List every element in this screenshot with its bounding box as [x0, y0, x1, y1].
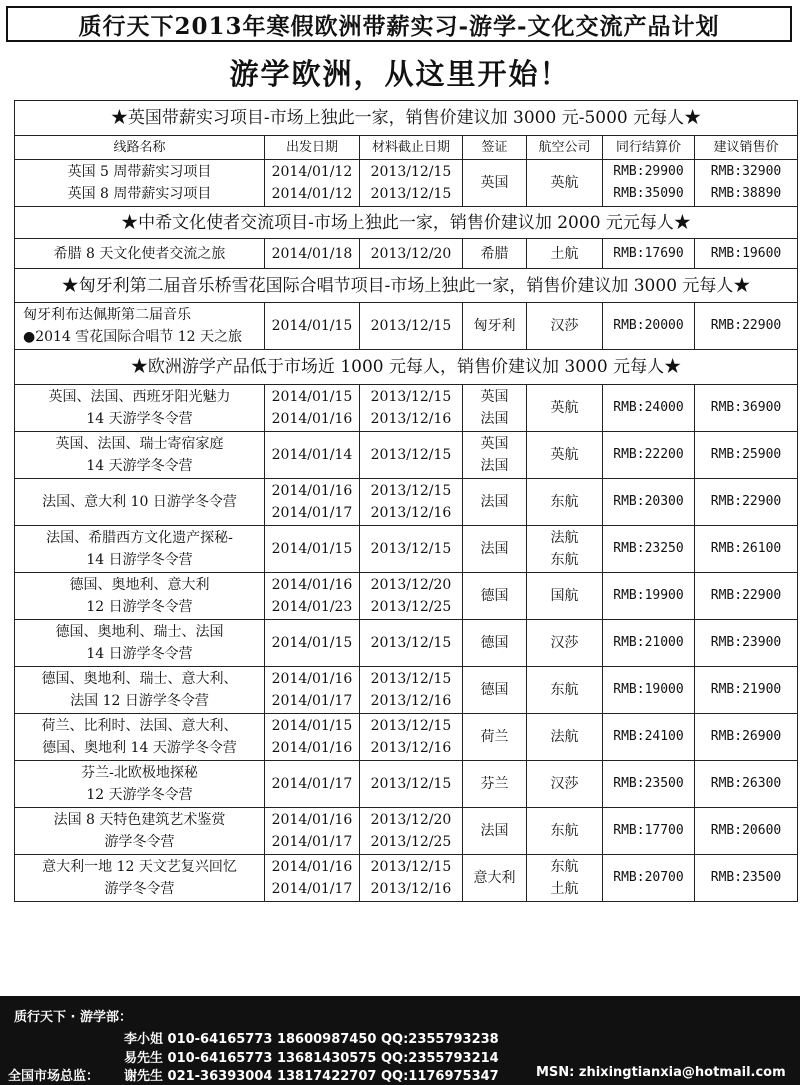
- section-title: ★中希文化使者交流项目-市场上独此一家，销售价建议加 2000 元元每人★: [15, 207, 798, 239]
- net-price-cell: [603, 573, 695, 620]
- route-name-text: 法国、意大利 10 日游学冬令营: [42, 494, 237, 510]
- visa-text: 法国: [480, 494, 509, 510]
- retail-price-text: RMB:19600: [710, 245, 782, 261]
- retail-price-text: RMB:23500: [710, 870, 782, 885]
- table-row: [15, 761, 798, 808]
- net-price-text: RMB:35090: [613, 186, 684, 201]
- route-name-text: 英国 5 周带薪实习项目: [67, 164, 212, 180]
- visa-text: 芬兰: [480, 776, 509, 792]
- route-name-cell: [15, 160, 265, 207]
- route-name-text: 英国、法国、西班牙阳光魅力: [48, 389, 231, 405]
- route-name-cell: [15, 303, 265, 350]
- route-name-text: 14 日游学冬令营: [86, 552, 193, 568]
- product-table: [14, 100, 798, 902]
- section-title: ★欧洲游学产品低于市场近 1000 元每人，销售价建议加 3000 元每人★: [15, 350, 798, 385]
- airline-text: 土航: [550, 245, 579, 262]
- table-row: [15, 385, 798, 432]
- deadline-date-text: 2013/12/16: [370, 505, 452, 521]
- retail-price-text: RMB:26100: [710, 541, 782, 556]
- route-name-text: 芬兰-北欧极地探秘: [81, 765, 198, 781]
- deadline-date-text: 2013/12/15: [370, 635, 452, 651]
- retail-price-cell: [695, 303, 798, 350]
- depart-date-text: 2014/01/15: [271, 541, 353, 557]
- net-price-cell: [603, 855, 695, 902]
- route-name-cell: [15, 667, 265, 714]
- depart-date-text: 2014/01/16: [271, 411, 353, 427]
- airline-text: 东航: [550, 823, 579, 839]
- route-name-cell: [15, 761, 265, 808]
- retail-price-cell: [695, 808, 798, 855]
- route-name-text: 12 天游学冬令营: [86, 787, 193, 803]
- airline-text: 东航: [550, 552, 579, 568]
- visa-cell: [463, 479, 527, 526]
- net-price-cell: [603, 160, 695, 207]
- retail-price-text: RMB:21900: [710, 682, 782, 697]
- net-price-cell: [603, 526, 695, 573]
- depart-date-text: 2014/01/15: [271, 635, 353, 651]
- depart-date-cell: [265, 573, 360, 620]
- deadline-date-text: 2013/12/20: [370, 577, 452, 593]
- deadline-date-text: 2013/12/15: [370, 164, 452, 180]
- net-price-text: RMB:23250: [613, 541, 684, 556]
- net-price-text: RMB:17700: [613, 823, 684, 838]
- visa-cell: [463, 303, 527, 350]
- airline-cell: [527, 160, 603, 207]
- depart-date-text: 2014/01/12: [271, 164, 353, 180]
- deadline-date-cell: [360, 526, 463, 573]
- airline-cell: [527, 761, 603, 808]
- deadline-date-text: 2013/12/15: [370, 389, 452, 405]
- contact-footer: [0, 996, 800, 1085]
- depart-date-text: 2014/01/17: [271, 693, 353, 709]
- column-header-retail-price: 建议销售价: [695, 136, 798, 160]
- net-price-text: RMB:24100: [613, 729, 684, 744]
- route-name-cell: [15, 573, 265, 620]
- depart-date-cell: [265, 526, 360, 573]
- column-header-visa: 签证: [463, 136, 527, 160]
- route-name-cell: [15, 432, 265, 479]
- depart-date-text: 2014/01/18: [271, 245, 353, 262]
- deadline-date-cell: [360, 667, 463, 714]
- deadline-date-text: 2013/12/25: [370, 599, 452, 615]
- visa-text: 希腊: [480, 245, 509, 262]
- table-row: [15, 479, 798, 526]
- deadline-date-cell: [360, 620, 463, 667]
- net-price-cell: [603, 479, 695, 526]
- table-row: [15, 714, 798, 761]
- net-price-cell: [603, 761, 695, 808]
- retail-price-cell: [695, 526, 798, 573]
- visa-cell: [463, 714, 527, 761]
- depart-date-text: 2014/01/16: [271, 859, 353, 875]
- retail-price-text: RMB:20600: [710, 823, 782, 838]
- section-heading-row: [15, 350, 798, 385]
- deadline-date-text: 2013/12/20: [370, 245, 452, 262]
- depart-date-cell: [265, 714, 360, 761]
- route-name-text: 法国 12 日游学冬令营: [70, 693, 209, 709]
- route-name-text: 法国 8 天特色建筑艺术鉴赏: [53, 812, 226, 828]
- deadline-date-text: 2013/12/15: [370, 447, 452, 463]
- retail-price-cell: [695, 667, 798, 714]
- route-name-cell: [15, 526, 265, 573]
- route-name-text: 游学冬令营: [104, 834, 175, 850]
- route-name-text: 德国、奥地利、瑞士、意大利、: [41, 671, 238, 687]
- depart-date-cell: [265, 808, 360, 855]
- net-price-cell: [603, 303, 695, 350]
- visa-cell: [463, 239, 527, 269]
- net-price-text: RMB:22200: [613, 447, 684, 462]
- depart-date-cell: [265, 239, 360, 269]
- route-name-cell: [15, 855, 265, 902]
- table-row: [15, 573, 798, 620]
- retail-price-cell: [695, 479, 798, 526]
- depart-date-cell: [265, 855, 360, 902]
- net-price-text: RMB:20700: [613, 870, 684, 885]
- depart-date-cell: [265, 432, 360, 479]
- airline-cell: [527, 855, 603, 902]
- route-name-text: 14 日游学冬令营: [86, 646, 193, 662]
- net-price-cell: [603, 714, 695, 761]
- retail-price-text: RMB:26300: [710, 776, 782, 791]
- airline-cell: [527, 385, 603, 432]
- table-row: [15, 667, 798, 714]
- visa-cell: [463, 808, 527, 855]
- net-price-text: RMB:23500: [613, 776, 684, 791]
- deadline-date-cell: [360, 239, 463, 269]
- footer-dept: 质行天下 · 游学部：: [14, 1010, 132, 1025]
- visa-text: 英国: [480, 175, 509, 191]
- route-name-text: 英国、法国、瑞士寄宿家庭: [55, 436, 224, 452]
- route-name-text: 12 日游学冬令营: [86, 599, 193, 615]
- visa-cell: [463, 385, 527, 432]
- depart-date-text: 2014/01/14: [271, 447, 353, 463]
- route-name-text: 游学冬令营: [104, 881, 175, 897]
- route-name-text: 14 天游学冬令营: [86, 458, 193, 474]
- retail-price-cell: [695, 855, 798, 902]
- retail-price-cell: [695, 620, 798, 667]
- visa-text: 德国: [480, 635, 509, 651]
- depart-date-text: 2014/01/16: [271, 671, 353, 687]
- net-price-cell: [603, 239, 695, 269]
- airline-cell: [527, 573, 603, 620]
- visa-text: 法国: [480, 458, 509, 474]
- airline-cell: [527, 808, 603, 855]
- route-name-cell: [15, 239, 265, 269]
- airline-text: 法航: [550, 729, 579, 745]
- deadline-date-text: 2013/12/15: [370, 186, 452, 202]
- visa-text: 意大利: [473, 870, 516, 886]
- deadline-date-cell: [360, 160, 463, 207]
- route-name-text: ●2014 雪花国际合唱节 12 天之旅: [23, 329, 243, 345]
- airline-text: 汉莎: [550, 776, 579, 792]
- footer-msn: MSN: zhixingtianxia@hotmail.com: [536, 1065, 786, 1080]
- route-name-text: 英国 8 周带薪实习项目: [67, 186, 212, 202]
- deadline-date-text: 2013/12/15: [370, 776, 452, 792]
- deadline-date-text: 2013/12/16: [370, 411, 452, 427]
- visa-cell: [463, 620, 527, 667]
- deadline-date-text: 2013/12/16: [370, 881, 452, 897]
- deadline-date-text: 2013/12/15: [370, 859, 452, 875]
- visa-text: 法国: [480, 541, 509, 557]
- deadline-date-cell: [360, 479, 463, 526]
- section-heading-row: [15, 207, 798, 239]
- depart-date-text: 2014/01/17: [271, 834, 353, 850]
- deadline-date-cell: [360, 432, 463, 479]
- deadline-date-text: 2013/12/16: [370, 740, 452, 756]
- depart-date-cell: [265, 667, 360, 714]
- route-name-text: 法国、希腊西方文化遗产探秘-: [46, 530, 233, 546]
- visa-cell: [463, 573, 527, 620]
- section-title: ★英国带薪实习项目-市场上独此一家，销售价建议加 3000 元-5000 元每人★: [15, 101, 798, 136]
- depart-date-cell: [265, 303, 360, 350]
- visa-text: 德国: [480, 682, 509, 698]
- net-price-text: RMB:19000: [613, 682, 684, 697]
- depart-date-cell: [265, 385, 360, 432]
- visa-cell: [463, 160, 527, 207]
- net-price-cell: [603, 432, 695, 479]
- airline-text: 汉莎: [550, 635, 579, 651]
- depart-date-cell: [265, 479, 360, 526]
- deadline-date-cell: [360, 385, 463, 432]
- depart-date-text: 2014/01/12: [271, 186, 353, 202]
- depart-date-cell: [265, 160, 360, 207]
- deadline-date-text: 2013/12/20: [370, 812, 452, 828]
- visa-text: 英国: [480, 436, 509, 452]
- airline-cell: [527, 526, 603, 573]
- route-name-cell: [15, 714, 265, 761]
- retail-price-text: RMB:25900: [710, 447, 782, 462]
- visa-cell: [463, 855, 527, 902]
- retail-price-text: RMB:22900: [710, 494, 782, 509]
- airline-cell: [527, 432, 603, 479]
- retail-price-text: RMB:36900: [710, 400, 782, 415]
- visa-text: 荷兰: [480, 729, 509, 745]
- retail-price-cell: [695, 385, 798, 432]
- table-row: [15, 808, 798, 855]
- airline-text: 英航: [550, 175, 579, 191]
- net-price-text: RMB:20300: [613, 494, 684, 509]
- net-price-cell: [603, 808, 695, 855]
- retail-price-text: RMB:23900: [710, 635, 782, 650]
- deadline-date-text: 2013/12/25: [370, 834, 452, 850]
- visa-cell: [463, 667, 527, 714]
- visa-cell: [463, 761, 527, 808]
- table-row: [15, 303, 798, 350]
- deadline-date-text: 2013/12/15: [370, 671, 452, 687]
- slogan: 游学欧洲，从这里开始！: [229, 57, 571, 91]
- depart-date-text: 2014/01/17: [271, 505, 353, 521]
- net-price-text: RMB:17690: [613, 245, 684, 261]
- airline-text: 汉莎: [550, 318, 579, 334]
- depart-date-text: 2014/01/15: [271, 718, 353, 734]
- route-name-text: 荷兰、比利时、法国、意大利、: [41, 718, 238, 734]
- deadline-date-text: 2013/12/15: [370, 541, 452, 557]
- visa-cell: [463, 526, 527, 573]
- airline-text: 东航: [550, 494, 579, 510]
- net-price-text: RMB:19900: [613, 588, 684, 603]
- column-header-deadline-date: 材料截止日期: [360, 136, 463, 160]
- route-name-text: 德国、奥地利、瑞士、法国: [55, 624, 224, 640]
- deadline-date-cell: [360, 855, 463, 902]
- net-price-text: RMB:20000: [613, 318, 684, 333]
- deadline-date-cell: [360, 573, 463, 620]
- retail-price-text: RMB:32900: [710, 164, 782, 179]
- footer-contact-li: 李小姐 010-64165773 18600987450 QQ:2355793238: [124, 1032, 499, 1047]
- airline-text: 英航: [550, 447, 579, 463]
- depart-date-text: 2014/01/16: [271, 577, 353, 593]
- net-price-text: RMB:29900: [613, 164, 684, 179]
- table-row: [15, 620, 798, 667]
- column-header-route-name: 线路名称: [15, 136, 265, 160]
- airline-text: 土航: [550, 881, 579, 897]
- depart-date-text: 2014/01/16: [271, 740, 353, 756]
- airline-cell: [527, 303, 603, 350]
- deadline-date-text: 2013/12/16: [370, 693, 452, 709]
- deadline-date-cell: [360, 761, 463, 808]
- visa-text: 法国: [480, 411, 509, 427]
- route-name-cell: [15, 479, 265, 526]
- depart-date-text: 2014/01/17: [271, 776, 353, 792]
- depart-date-text: 2014/01/23: [271, 599, 353, 615]
- column-header-depart-date: 出发日期: [265, 136, 360, 160]
- retail-price-cell: [695, 573, 798, 620]
- airline-cell: [527, 620, 603, 667]
- route-name-text: 意大利一地 12 天文艺复兴回忆: [42, 859, 237, 875]
- visa-text: 英国: [480, 389, 509, 405]
- column-header-row: [15, 136, 798, 160]
- deadline-date-text: 2013/12/15: [370, 718, 452, 734]
- footer-contact-yi: 易先生 010-64165773 13681430575 QQ:2355793214: [124, 1051, 499, 1066]
- column-header-net-price: 同行结算价: [603, 136, 695, 160]
- section-title: ★匈牙利第二届音乐桥雪花国际合唱节项目-市场上独此一家，销售价建议加 3000 元每人★: [15, 269, 798, 303]
- net-price-text: RMB:24000: [613, 400, 684, 415]
- retail-price-cell: [695, 432, 798, 479]
- visa-cell: [463, 432, 527, 479]
- route-name-text: 希腊 8 天文化使者交流之旅: [53, 245, 226, 262]
- section-heading-row: [15, 101, 798, 136]
- visa-text: 法国: [480, 823, 509, 839]
- depart-date-text: 2014/01/15: [271, 389, 353, 405]
- table-row: [15, 432, 798, 479]
- depart-date-text: 2014/01/17: [271, 881, 353, 897]
- route-name-text: 德国、奥地利、意大利: [69, 577, 210, 593]
- route-name-cell: [15, 808, 265, 855]
- depart-date-cell: [265, 620, 360, 667]
- page-title: 质行天下2013年寒假欧洲带薪实习-游学-文化交流产品计划: [6, 6, 792, 42]
- depart-date-text: 2014/01/16: [271, 812, 353, 828]
- footer-gm-label: 全国市场总监：: [8, 1069, 100, 1084]
- deadline-date-text: 2013/12/15: [370, 483, 452, 499]
- section-heading-row: [15, 269, 798, 303]
- route-name-cell: [15, 385, 265, 432]
- table-row: [15, 526, 798, 573]
- depart-date-cell: [265, 761, 360, 808]
- airline-text: 法航: [550, 530, 579, 546]
- net-price-text: RMB:21000: [613, 635, 684, 650]
- retail-price-cell: [695, 160, 798, 207]
- net-price-cell: [603, 667, 695, 714]
- route-name-text: 14 天游学冬令营: [86, 411, 193, 427]
- deadline-date-cell: [360, 303, 463, 350]
- retail-price-text: RMB:38890: [710, 186, 782, 201]
- route-name-cell: [15, 620, 265, 667]
- table-row: [15, 855, 798, 902]
- net-price-cell: [603, 620, 695, 667]
- footer-contact-xie: 谢先生 021-36393004 13817422707 QQ:1176975347: [124, 1069, 499, 1084]
- retail-price-text: RMB:26900: [710, 729, 782, 744]
- retail-price-text: RMB:22900: [710, 588, 782, 603]
- net-price-cell: [603, 385, 695, 432]
- airline-cell: [527, 479, 603, 526]
- column-header-airline: 航空公司: [527, 136, 603, 160]
- retail-price-cell: [695, 239, 798, 269]
- deadline-date-cell: [360, 714, 463, 761]
- retail-price-text: RMB:22900: [710, 318, 782, 333]
- route-name-text: 匈牙利布达佩斯第二届音乐: [23, 307, 191, 323]
- retail-price-cell: [695, 761, 798, 808]
- visa-text: 匈牙利: [473, 318, 516, 334]
- airline-text: 东航: [550, 682, 579, 698]
- route-name-text: 德国、奥地利 14 天游学冬令营: [42, 740, 237, 756]
- depart-date-text: 2014/01/15: [271, 318, 353, 334]
- airline-text: 英航: [550, 400, 579, 416]
- airline-cell: [527, 714, 603, 761]
- airline-cell: [527, 667, 603, 714]
- airline-cell: [527, 239, 603, 269]
- airline-text: 东航: [550, 859, 579, 875]
- table-row: [15, 160, 798, 207]
- deadline-date-text: 2013/12/15: [370, 318, 452, 334]
- retail-price-cell: [695, 714, 798, 761]
- depart-date-text: 2014/01/16: [271, 483, 353, 499]
- visa-text: 德国: [480, 588, 509, 604]
- airline-text: 国航: [550, 588, 579, 604]
- table-row: [15, 239, 798, 269]
- deadline-date-cell: [360, 808, 463, 855]
